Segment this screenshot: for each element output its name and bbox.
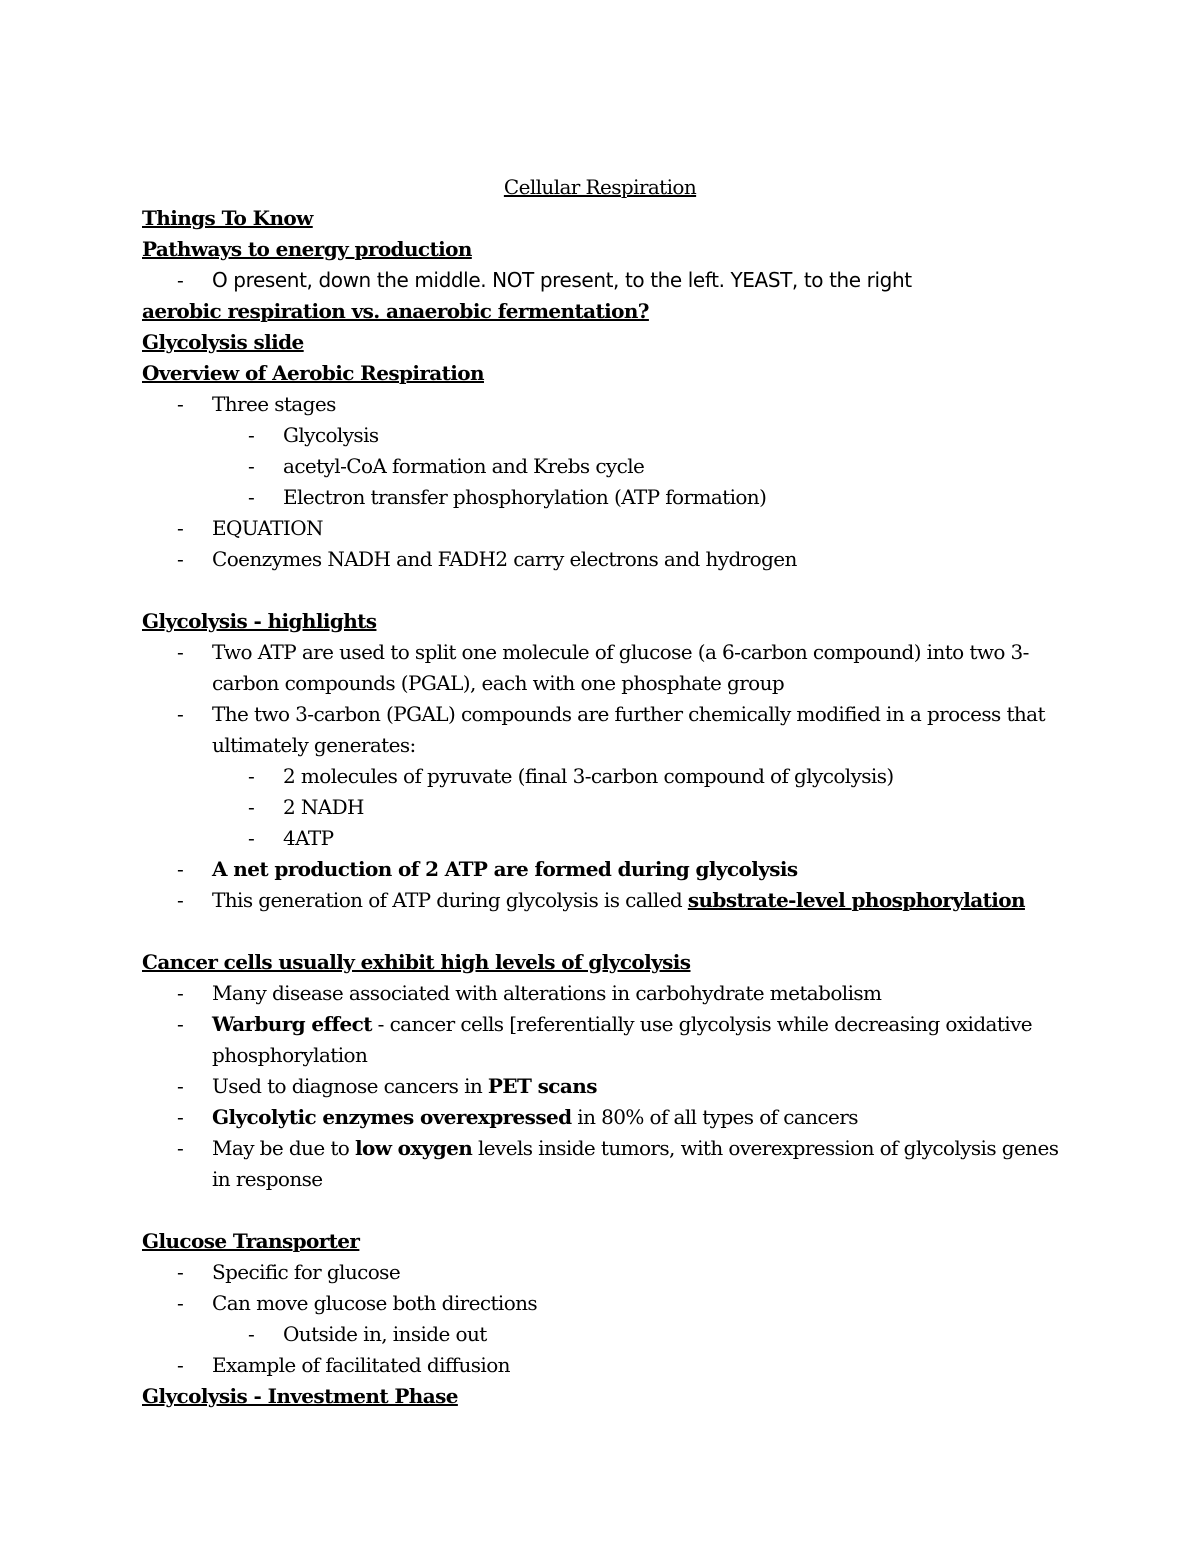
list-item xyxy=(142,1102,1072,1133)
list-item xyxy=(142,544,1072,575)
heading-glucose-transporter: Glucose Transporter xyxy=(142,1229,360,1253)
list-item-text: acetyl-CoA formation and Krebs cycle xyxy=(283,454,645,478)
list-item xyxy=(142,637,1072,699)
list-item-text: - cancer cells [referentially use glycolysis while decreasing oxidative phosphorylation xyxy=(212,1012,1033,1067)
key-term: low oxygen xyxy=(354,1136,473,1160)
list-item xyxy=(142,1071,1072,1102)
sub-list-item xyxy=(142,792,1072,823)
list-item-text: 2 molecules of pyruvate (final 3-carbon compound of glycolysis) xyxy=(283,764,894,788)
bullet-dash: - xyxy=(248,764,255,788)
heading-overview: Overview of Aerobic Respiration xyxy=(142,361,484,385)
list-item-text: The two 3-carbon (PGAL) compounds are further chemically modified in a process that ultimately generates: xyxy=(212,702,1045,757)
list-item xyxy=(142,699,1072,761)
list-item xyxy=(142,1133,1072,1195)
list-item-text: Electron transfer phosphorylation (ATP formation) xyxy=(283,485,767,509)
list-item-text: Example of facilitated diffusion xyxy=(212,1353,510,1377)
bullet-dash: - xyxy=(248,454,255,478)
list-item-text: May be due to xyxy=(212,1136,355,1160)
sub-list-item xyxy=(142,482,1072,513)
list-item-text: Two ATP are used to split one molecule of glucose (a 6-carbon compound) into two 3-carbon compounds (PGAL), each with one phosphate group xyxy=(212,640,1029,695)
heading-glycolysis-slide: Glycolysis slide xyxy=(142,330,304,354)
bullet-dash: - xyxy=(248,795,255,819)
key-term: PET scans xyxy=(487,1074,597,1098)
key-term: substrate-level phosphorylation xyxy=(687,888,1025,912)
heading-things-to-know: Things To Know xyxy=(142,206,313,230)
heading-investment-phase: Glycolysis - Investment Phase xyxy=(142,1384,458,1408)
list-item-text: EQUATION xyxy=(212,516,323,540)
list-item xyxy=(142,854,1072,885)
list-item xyxy=(142,1257,1072,1288)
list-item-text: 4ATP xyxy=(283,826,334,850)
spacer xyxy=(142,575,1072,606)
bullet-dash: - xyxy=(177,1136,184,1160)
bullet-dash: - xyxy=(248,485,255,509)
bullet-dash: - xyxy=(177,1291,184,1315)
bullet-dash: - xyxy=(177,888,184,912)
list-item xyxy=(142,265,1072,296)
heading-glycolysis-highlights: Glycolysis - highlights xyxy=(142,609,377,633)
list-item-text-bold: A net production of 2 ATP are formed during glycolysis xyxy=(212,857,798,881)
list-item-text: Many disease associated with alterations in carbohydrate metabolism xyxy=(212,981,882,1005)
key-term: Warburg effect xyxy=(212,1012,372,1036)
bullet-dash: - xyxy=(248,1322,255,1346)
list-item xyxy=(142,885,1072,916)
bullet-dash: - xyxy=(177,981,184,1005)
list-item-text: Three stages xyxy=(212,392,336,416)
sub-list-item xyxy=(142,823,1072,854)
spacer xyxy=(142,1195,1072,1226)
bullet-dash: - xyxy=(177,857,184,881)
list-item-text: levels inside tumors, with overexpression of glycolysis genes in response xyxy=(212,1136,1059,1191)
list-item-text: Used to diagnose cancers in xyxy=(212,1074,488,1098)
sub-list-item xyxy=(142,420,1072,451)
bullet-dash: - xyxy=(177,702,184,726)
heading-aerobic-vs-anaerobic: aerobic respiration vs. anaerobic fermentation? xyxy=(142,299,649,323)
bullet-dash: - xyxy=(177,1074,184,1098)
pathways-text: O present, down the middle. NOT present, to the left. YEAST, to the right xyxy=(212,268,912,292)
list-item-text: Glycolysis xyxy=(283,423,379,447)
list-item-text: Specific for glucose xyxy=(212,1260,401,1284)
list-item xyxy=(142,1009,1072,1071)
sub-list-item xyxy=(142,1319,1072,1350)
bullet-dash: - xyxy=(248,826,255,850)
bullet-dash: - xyxy=(248,423,255,447)
bullet-dash: - xyxy=(177,1012,184,1036)
list-item xyxy=(142,389,1072,420)
list-item xyxy=(142,978,1072,1009)
bullet-dash: - xyxy=(177,547,184,571)
bullet-dash: - xyxy=(177,516,184,540)
bullet-dash: - xyxy=(177,1105,184,1129)
page-title: Cellular Respiration xyxy=(503,175,697,199)
list-item xyxy=(142,513,1072,544)
bullet-dash: - xyxy=(177,640,184,664)
list-item-text: Coenzymes NADH and FADH2 carry electrons and hydrogen xyxy=(212,547,797,571)
bullet-dash: - xyxy=(177,1260,184,1284)
heading-pathways: Pathways to energy production xyxy=(142,237,472,261)
sub-list-item xyxy=(142,451,1072,482)
document-body xyxy=(142,172,1072,1412)
list-item-text: 2 NADH xyxy=(283,795,364,819)
bullet-dash: - xyxy=(177,392,184,416)
list-item-text: in 80% of all types of cancers xyxy=(571,1105,858,1129)
spacer xyxy=(142,916,1072,947)
list-item-text: Outside in, inside out xyxy=(283,1322,487,1346)
list-item xyxy=(142,1288,1072,1319)
bullet-dash: - xyxy=(177,268,184,292)
list-item xyxy=(142,1350,1072,1381)
sub-list-item xyxy=(142,761,1072,792)
list-item-text: This generation of ATP during glycolysis is called xyxy=(212,888,688,912)
bullet-dash: - xyxy=(177,1353,184,1377)
heading-cancer-cells: Cancer cells usually exhibit high levels of glycolysis xyxy=(142,950,691,974)
key-term: Glycolytic enzymes overexpressed xyxy=(212,1105,572,1129)
list-item-text: Can move glucose both directions xyxy=(212,1291,538,1315)
